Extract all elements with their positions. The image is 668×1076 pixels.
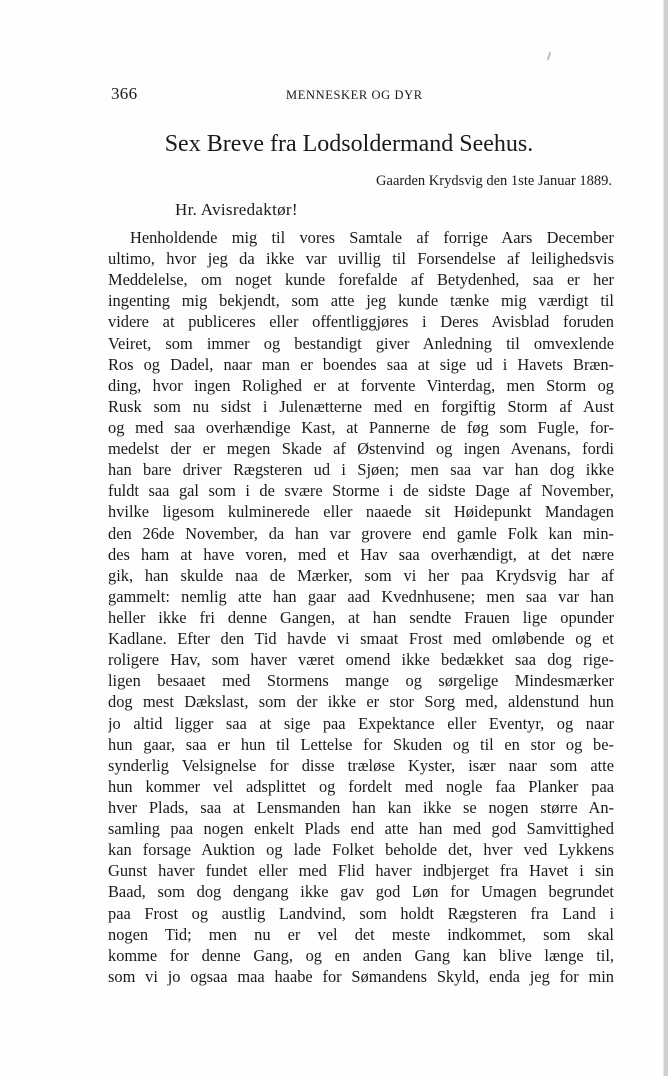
body-line: hvilke ligesom kulminerede eller naaede sit Høidepunkt Mandagen xyxy=(108,502,614,522)
body-line: som vi jo ogsaa maa haabe for Sømandens Skyld, enda jeg for min xyxy=(108,966,614,986)
body-line: ultimo, hvor jeg da ikke var uvillig til Forsendelse af leilighedsvis xyxy=(108,249,614,269)
body-line: ding, hvor ingen Rolighed er at forvente Vinterdag, men Storm og xyxy=(108,375,614,395)
body-line: og med saa overhændige Kast, at Pannerne de føg som Fugle, for- xyxy=(108,417,614,437)
body-line: medelst der er megen Skade af Østenvind og ingen Avenans, fordi xyxy=(108,439,614,459)
body-line: Baad, som dog dengang ikke gav god Løn for Umagen begrundet xyxy=(108,882,614,902)
page-edge xyxy=(664,0,668,1076)
body-line: Ros og Dadel, naar man er boendes saa at sige ud i Havets Bræn- xyxy=(108,354,614,374)
letter-dateline: Gaarden Krydsvig den 1ste Januar 1889. xyxy=(376,173,612,189)
body-line: nogen Tid; men nu er vel det meste indkommet, som skal xyxy=(108,924,614,944)
body-line: fuldt saa gal som i de svære Storme i de sidste Dage af November, xyxy=(108,481,614,501)
body-line: videre at publiceres eller offentliggjøres i Deres Avisblad foruden xyxy=(108,312,614,332)
body-line: gammelt: nemlig atte han gaar aad Kvednhusene; men saa var han xyxy=(108,586,614,606)
body-line: roligere Hav, som haver været omend ikke bedækket saa dog rige- xyxy=(108,650,614,670)
body-line: Meddelelse, om noget kunde forefalde af Betydenhed, saa er her xyxy=(108,270,614,290)
body-line: ligen besaaet med Stormens mange og sørgelige Mindesmærker xyxy=(108,671,614,691)
letter-salutation: Hr. Avisredaktør! xyxy=(175,200,298,219)
body-line: han bare driver Rægsteren ud i Sjøen; men saa var han dog ikke xyxy=(108,460,614,480)
body-line: des ham at have voren, med et Hav saa overhændigt, at det nære xyxy=(108,544,614,564)
body-line: paa Frost og austlig Landvind, som holdt Rægsteren fra Land i xyxy=(108,903,614,923)
letter-body xyxy=(108,227,614,987)
body-line: Gunst haver fundet eller med Flid haver indbjerget fra Havet i sin xyxy=(108,861,614,881)
letter-title: Sex Breve fra Lodsoldermand Seehus. xyxy=(164,131,534,157)
body-line: jo altid ligger saa at sige paa Expektance eller Eventyr, og naar xyxy=(108,713,614,733)
body-line: gik, han skulde naa de Mærker, som vi her paa Krydsvig har af xyxy=(108,565,614,585)
body-line: hun gaar, saa er hun til Lettelse for Skuden og til en stor og be- xyxy=(108,734,614,754)
body-line: Veiret, som immer og bestandigt giver Anledning til omvexlende xyxy=(108,333,614,353)
body-line: heller ikke fri denne Gangen, at han sendte Frauen lige opunder xyxy=(108,607,614,627)
body-line: dog mest Dækslast, som der ikke er stor Sorg med, aldenstund hun xyxy=(108,692,614,712)
body-line: komme for denne Gang, og en anden Gang kan blive længe til, xyxy=(108,945,614,965)
body-line: Kadlane. Efter den Tid havde vi smaat Frost med omløbende og et xyxy=(108,629,614,649)
body-line: kan forsage Auktion og lade Folket beholde det, hver ved Lykkens xyxy=(108,840,614,860)
body-line: Rusk som nu sidst i Julenætterne med en forgiftig Storm af Aust xyxy=(108,396,614,416)
running-head: MENNESKER OG DYR xyxy=(286,88,423,102)
body-line: den 26de November, da han var grovere end gamle Folk kan min- xyxy=(108,523,614,543)
page-number: 366 xyxy=(111,84,138,103)
pencil-mark xyxy=(547,52,551,60)
body-line: Henholdende mig til vores Samtale af forrige Aars December xyxy=(130,228,614,247)
body-line: hver Plads, saa at Lensmanden han kan ikke se nogen større An- xyxy=(108,797,614,817)
body-line: synderlig Velsignelse for disse træløse Kyster, især naar som atte xyxy=(108,755,614,775)
body-line: samling paa nogen enkelt Plads end atte han med god Samvittighed xyxy=(108,819,614,839)
body-line: ingenting mig bekjendt, som atte jeg kunde tænke mig værdigt til xyxy=(108,291,614,311)
body-line: hun kommer vel adsplittet og fordelt med nogle faa Planker paa xyxy=(108,776,614,796)
